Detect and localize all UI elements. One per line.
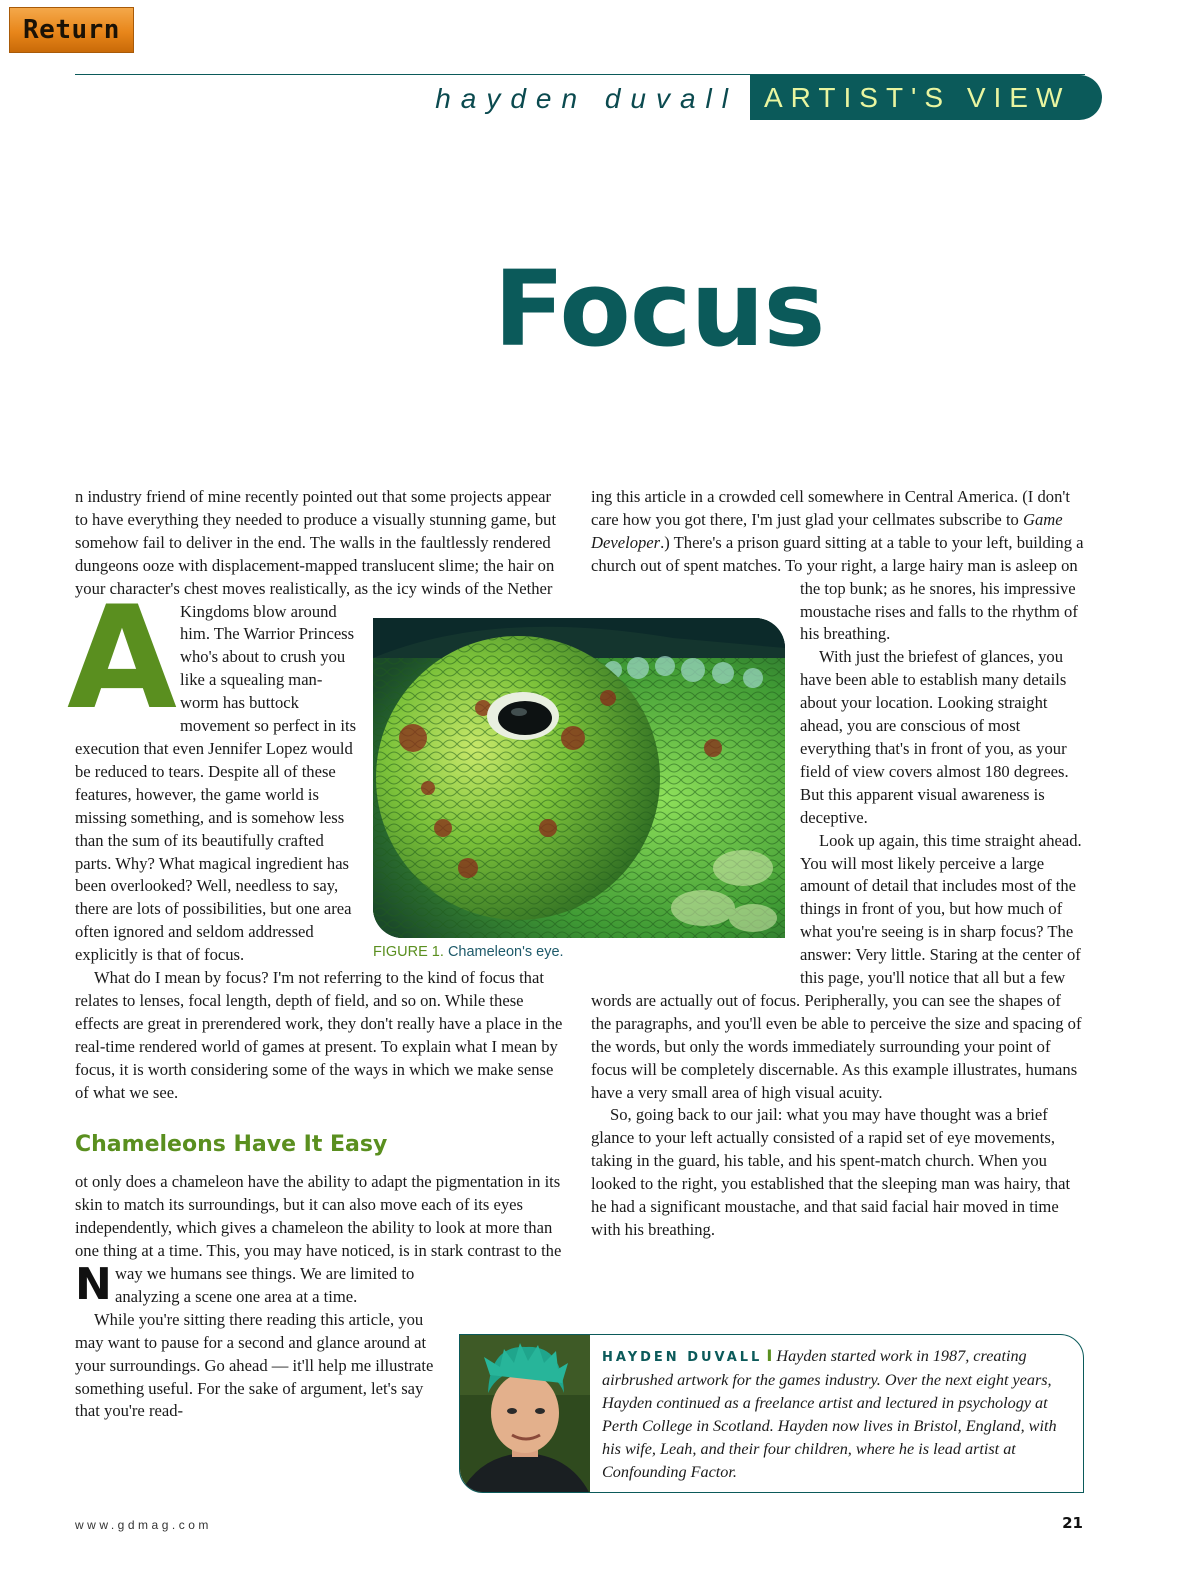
drop-cap: A: [67, 576, 177, 741]
paragraph: What do I mean by focus? I'm not referring to the kind of focus that relates to lenses, focal length, depth of field, and so on. While these effects are great in prerendered work, they don't really have a place in the real-time rendered world of games at present. To explain what I mean by focus, it is worth considering some of the ways in which we make sense of what we see.: [75, 968, 563, 1102]
page-number: 21: [1062, 1514, 1083, 1532]
paragraph: ot only does a chameleon have the ability to adapt the pigmentation in its skin to match its surroundings, but it can also move each of its eyes independently, which gives a chameleon the ability to look at more than one thing at a time. This, you may have noticed, is in stark contrast to the way we humans see things. We are limited to analyzing a scene one area at a time.: [75, 1172, 562, 1306]
author-photo: [460, 1335, 590, 1493]
paragraph: ing this article in a crowded cell somewhere in Central America. (I don't care how you got there, I'm just glad your cellmates subscribe to Game Developer.) There's a prison guard sitting at a table to your left, building a church out of spent matches. To your right, a large hairy man is asleep on the top bunk; as he snores, his impressive moustache rises and falls to the rhythm of his breathing.: [591, 487, 1084, 644]
footer-url: www.gdmag.com: [75, 1518, 212, 1532]
figure-caption: FIGURE 1. Chameleon's eye.: [373, 944, 564, 960]
section-heading: Chameleons Have It Easy: [75, 1132, 388, 1158]
paragraph: While you're sitting there reading this article, you may want to pause for a second and glance around at your surroundings. Go ahead — it'll help me illustrate something useful. For the sake of argument, let's say that you're read-: [75, 1309, 434, 1421]
author-name: HAYDEN DUVALL: [602, 1350, 763, 1365]
drop-cap: N: [75, 1259, 112, 1311]
figure-label: FIGURE 1.: [373, 944, 444, 960]
bio-separator: I: [766, 1346, 773, 1365]
paragraph: So, going back to our jail: what you may have thought was a brief glance to your left actually consisted of a rapid set of eye movements, taking in the guard, his table, and his spent-match church. When you looked to the right, you established that the sleeping man was hairy, that he had a significant moustache, and that said facial hair moved in time with his breathing.: [591, 1105, 1071, 1239]
header-section-label: ARTIST'S VIEW: [750, 75, 1102, 120]
paragraph: With just the briefest of glances, you have been able to establish many details about your location. Looking straight ahead, you are conscious of most everything that's in front of you, as your field of view covers almost 180 degrees. But this apparent visual awareness is deceptive.: [800, 647, 1069, 827]
article-title: Focus: [493, 248, 825, 370]
paragraph: n industry friend of mine recently pointed out that some projects appear to have everything they needed to produce a visually stunning game, but somehow fail to deliver in the end. The walls in the faultlessly rendered dungeons ooze with displacement-mapped translucent slime; the hair on your character's chest moves realistically, as the icy winds of the Nether Kingdoms blow around him. The Warrior Princess who's about to crush you like a squealing man-worm has buttock movement so perfect in its execution that even Jennifer Lopez would be reduced to tears. Despite all of these features, however, the game world is missing something, and is somehow less than the sum of its beautifully crafted parts. Why? What magical ingredient has been overlooked? Well, needless to say, there are lots of possibilities, but one area often ignored and seldom addressed explicitly is that of focus.: [75, 487, 557, 965]
author-bio-text: HAYDEN DUVALL I Hayden started work in 1987, creating airbrushed artwork for the games industry. Over the next eight years, Hayden continued as a freelance artist and lectured in psychology at Perth College in Scotland. Hayden now lives in Bristol, England, with his wife, Leah, and their four children, where he is lead artist at Confounding Factor.: [602, 1346, 1057, 1481]
paragraph: Look up again, this time straight ahead. You will most likely perceive a large amount of detail that includes most of the things in front of you, but how much of what you're seeing is in sharp focus? The answer: Very little. Staring at the center of this page, you'll notice that all but a few words are actually out of focus. Peripherally, you can see the shapes of the paragraphs, and you'll even be able to perceive the size and spacing of the words, but only the words immediately surrounding your point of focus will be completely discernable. As this example illustrates, humans have a very small area of high visual acuity.: [591, 830, 1082, 1102]
return-button[interactable]: Return: [9, 7, 134, 53]
header-author: hayden duvall: [435, 83, 738, 114]
chameleon-eye-photo: [373, 618, 785, 938]
author-bio-box: [459, 1334, 1084, 1493]
